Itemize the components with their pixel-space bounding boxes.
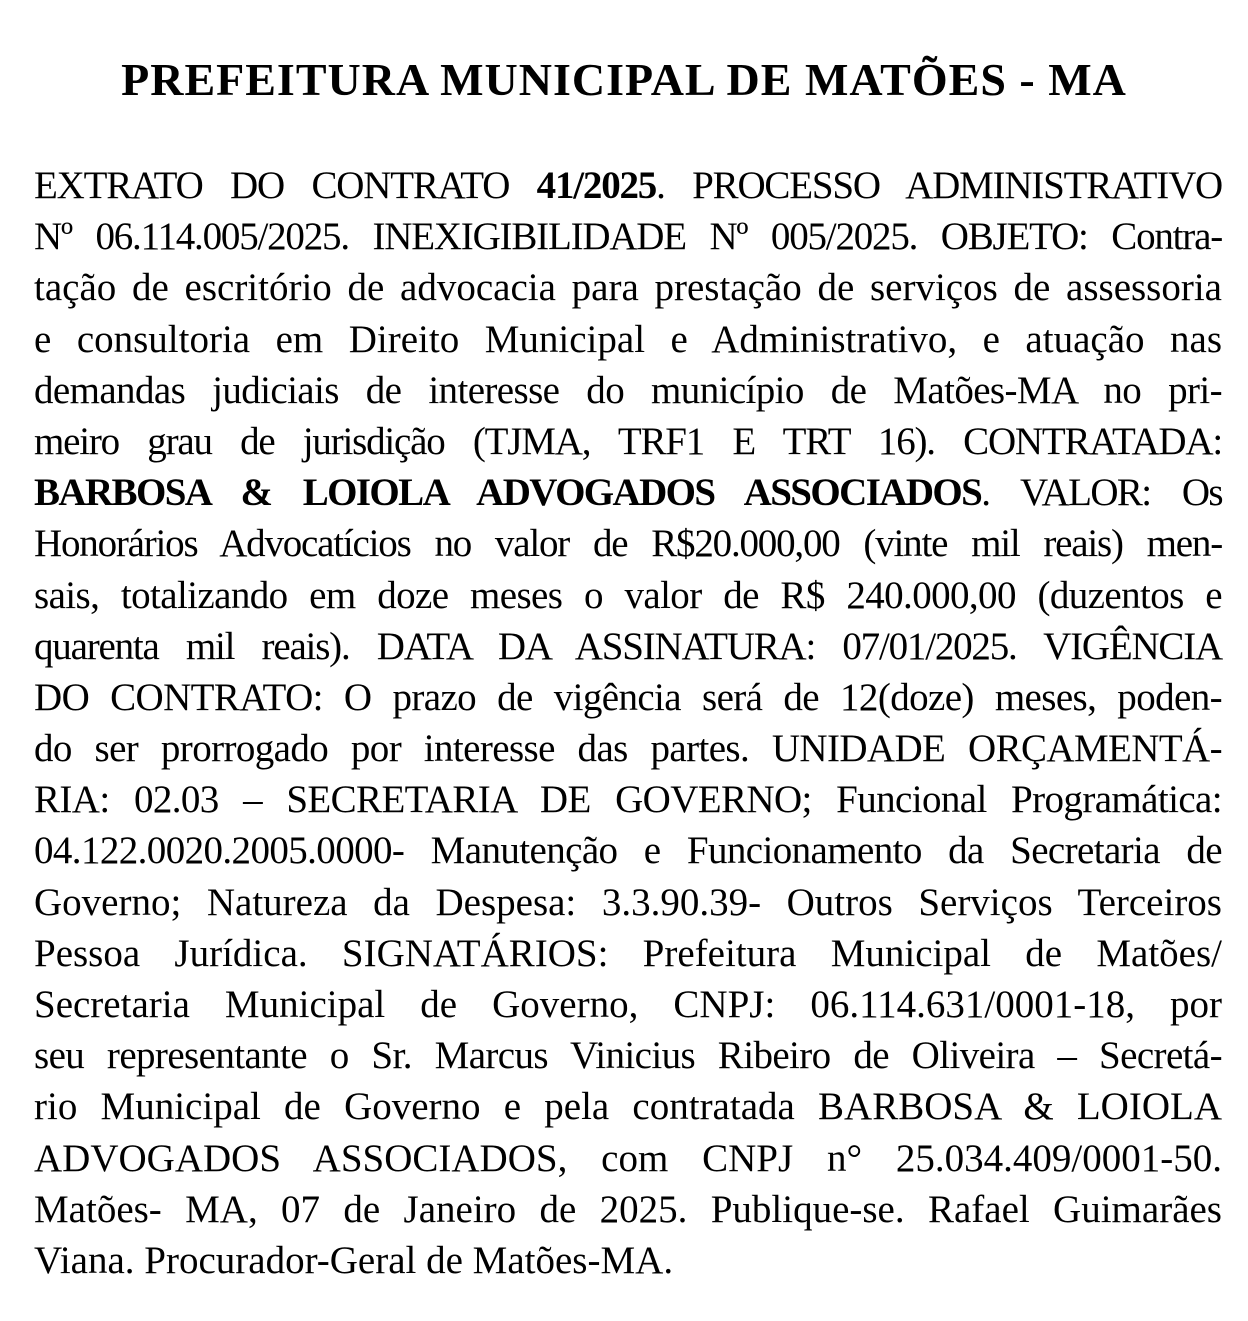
text-line [34,365,1222,416]
text-line [34,1235,1222,1286]
text-run: seu representante o Sr. Marcus Vinicius Ribeiro de Oliveira – Secretá- [34,1034,1222,1078]
text-run: 04.122.0020.2005.0000- Manutenção e Funcionamento da Secretaria de [34,829,1222,873]
text-line [34,518,1222,569]
text-run: ADVOGADOS ASSOCIADOS, com CNPJ n° 25.034.409/0001-50. [34,1136,1222,1180]
text-line [34,262,1222,313]
text-run: meiro grau de jurisdição (TJMA, TRF1 E TRT 16). CONTRATADA: [34,419,1222,463]
text-run: Governo; Natureza da Despesa: 3.3.90.39- Outros Serviços Terceiros [34,880,1222,924]
text-run: Honorários Advocatícios no valor de R$20.000,00 (vinte mil reais) men- [34,522,1222,566]
text-line [34,1030,1222,1081]
contracted-party: BARBOSA & LOIOLA ADVOGADOS ASSOCIADOS [34,471,982,515]
contract-number: 41/2025 [536,164,657,207]
text-run: Secretaria Municipal de Governo, CNPJ: 06.114.631/0001-18, por [34,983,1222,1026]
text-run: Pessoa Jurídica. SIGNATÁRIOS: Prefeitura Municipal de Matões/ [34,931,1222,975]
text-run: EXTRATO DO CONTRATO [34,164,537,207]
contract-extract-body [34,160,1222,1286]
text-run: rio Municipal de Governo e pela contratada BARBOSA & LOIOLA [34,1085,1222,1129]
text-line [34,416,1222,467]
text-line [34,774,1222,825]
text-line [34,877,1222,928]
text-run: do ser prorrogado por interesse das partes. UNIDADE ORÇAMENTÁ- [34,727,1222,771]
text-line [34,979,1222,1030]
text-run: RIA: 02.03 – SECRETARIA DE GOVERNO; Funcional Programática: [34,778,1222,822]
text-run: Nº 06.114.005/2025. INEXIGIBILIDADE Nº 005/2025. OBJETO: Contra- [34,215,1222,259]
text-line [34,211,1222,262]
text-line [34,570,1222,621]
text-line [34,160,1222,211]
text-run: . VALOR: Os [981,471,1222,515]
text-run: . PROCESSO ADMINISTRATIVO [656,164,1222,207]
text-line [34,825,1222,876]
text-line [34,672,1222,723]
text-line [34,621,1222,672]
document-title: PREFEITURA MUNICIPAL DE MATÕES - MA [121,54,1127,105]
text-run: demandas judiciais de interesse do município de Matões-MA no pri- [34,368,1222,412]
text-line [34,1081,1222,1132]
text-run: tação de escritório de advocacia para prestação de serviços de assessoria [34,266,1222,310]
text-run: quarenta mil reais). DATA DA ASSINATURA: 07/01/2025. VIGÊNCIA [34,624,1222,668]
text-line [34,467,1222,518]
text-line [34,1184,1222,1235]
text-line [34,1133,1222,1184]
text-run: e consultoria em Direito Municipal e Administrativo, e atuação nas [34,317,1222,361]
text-run: DO CONTRATO: O prazo de vigência será de 12(doze) meses, poden- [34,675,1222,719]
text-run: Viana. Procurador-Geral de Matões-MA. [34,1238,674,1282]
text-line [34,314,1222,365]
text-line [34,928,1222,979]
text-run: Matões- MA, 07 de Janeiro de 2025. Publique-se. Rafael Guimarães [34,1187,1222,1231]
text-line [34,723,1222,774]
text-run: sais, totalizando em doze meses o valor de R$ 240.000,00 (duzentos e [34,573,1222,617]
